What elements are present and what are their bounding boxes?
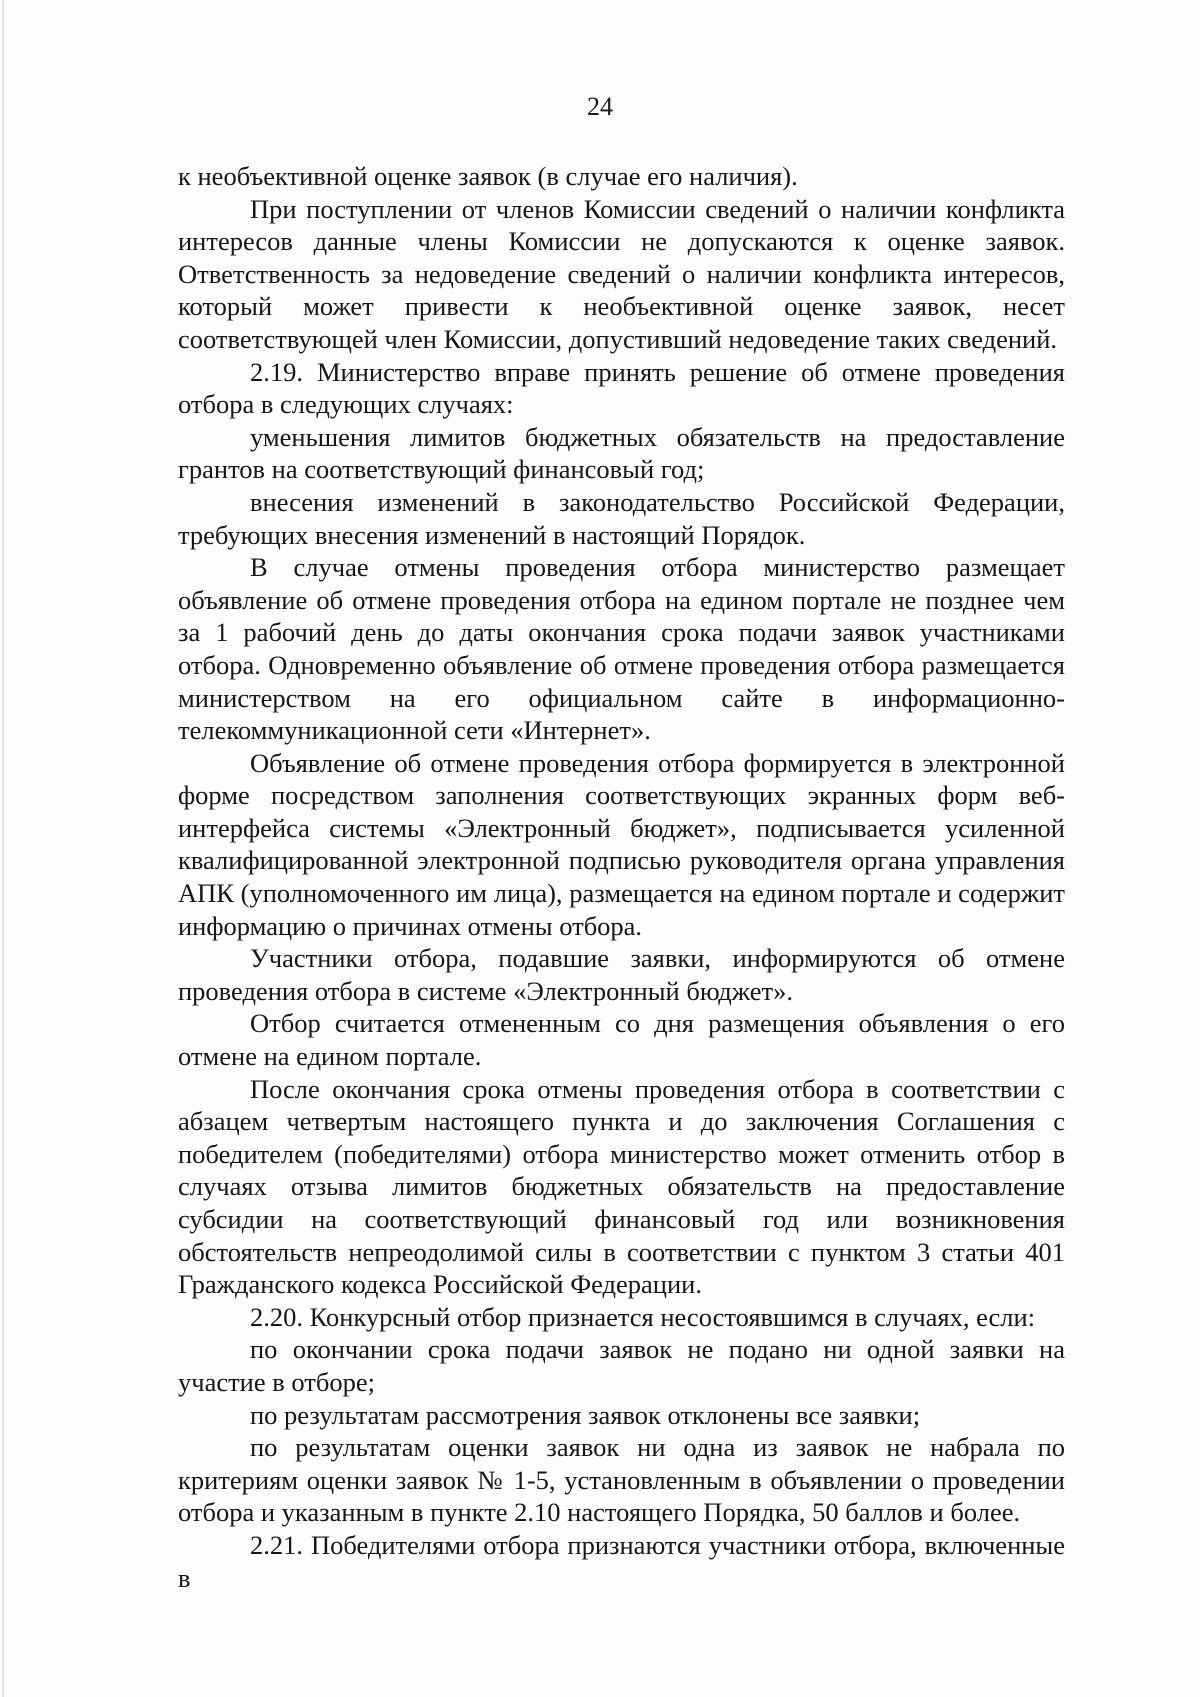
paragraph-conflict-of-interest: При поступлении от членов Комиссии сведений о наличии конфликта интересов данные члены Комиссии не допускаются к оценке заявок. Ответственность за недоведение сведений о наличии конфликта интересов, который может привести к необъективной оценке заявок, несет соответствующей член Комиссии, допустивший недоведение таких сведений. (178, 193, 1065, 354)
document-body (178, 160, 1065, 1594)
paragraph-continuation: к необъективной оценке заявок (в случае его наличия). (178, 161, 798, 191)
paragraph-2-21: 2.21. Победителями отбора признаются участники отбора, включенные в (178, 1529, 1065, 1593)
paragraph-all-rejected: по результатам рассмотрения заявок отклонены все заявки; (250, 1399, 921, 1430)
paragraph-no-applications: по окончании срока подачи заявок не подано ни одной заявки на участие в отборе; (178, 1334, 1065, 1397)
paragraph-insufficient-score: по результатам оценки заявок ни одна из заявок не набрала по критериям оценки заявок № 1-5, установленным в объявлении о проведении отбора и указанным в пункте 2.10 настоящего Порядка, 50 баллов и более. (178, 1432, 1065, 1528)
paragraph-2-19: 2.19. Министерство вправе принять решение об отмене проведения отбора в следующих случаях: (178, 356, 1065, 420)
paragraph-case-legislation: внесения изменений в законодательство Российской Федерации, требующих внесения изменений в настоящий Порядок. (178, 486, 1065, 550)
scan-edge-left (2, 0, 4, 1697)
page-number: 24 (587, 92, 613, 121)
paragraph-2-20: 2.20. Конкурсный отбор признается несостоявшимся в случаях, если: (250, 1301, 1036, 1332)
paragraph-case-limits: уменьшения лимитов бюджетных обязательств на предоставление грантов на соответствующий финансовый год; (178, 421, 1065, 485)
paragraph-electronic-form: Объявление об отмене проведения отбора формируется в электронной форме посредством заполнения соответствующих экранных форм веб-интерфейса системы «Электронный бюджет», подписывается усиленной квалифицированной электронной подписью руководителя органа управления АПК (уполномоченного им лица), размещается на едином портале и содержит информацию о причинах отмены отбора. (178, 747, 1065, 941)
paragraph-participants-informed: Участники отбора, подавшие заявки, информируются об отмене проведения отбора в системе «Электронный бюджет». (178, 943, 1065, 1006)
paragraph-cancellation-notice: В случае отмены проведения отбора министерство размещает объявление об отмене проведения отбора на едином портале не позднее чем за 1 рабочий день до даты окончания срока подачи заявок участниками отбора. Одновременно объявление об отмене проведения отбора размещается министерством на его официальном сайте в информационно-телекоммуникационной сети «Интернет». (178, 552, 1065, 746)
paragraph-force-majeure: После окончания срока отмены проведения отбора в соответствии с абзацем четвертым настоящего пункта и до заключения Соглашения с победителем (победителями) отбора министерство может отменить отбор в случаях отзыва лимитов бюджетных обязательств на предоставление субсидии на соответствующий финансовый год или возникновения обстоятельств непреодолимой силы в соответствии с пунктом 3 статьи 401 Гражданского кодекса Российской Федерации. (178, 1073, 1065, 1300)
paragraph-cancelled-date: Отбор считается отмененным со дня размещения объявления о его отмене на едином портале. (178, 1008, 1065, 1072)
